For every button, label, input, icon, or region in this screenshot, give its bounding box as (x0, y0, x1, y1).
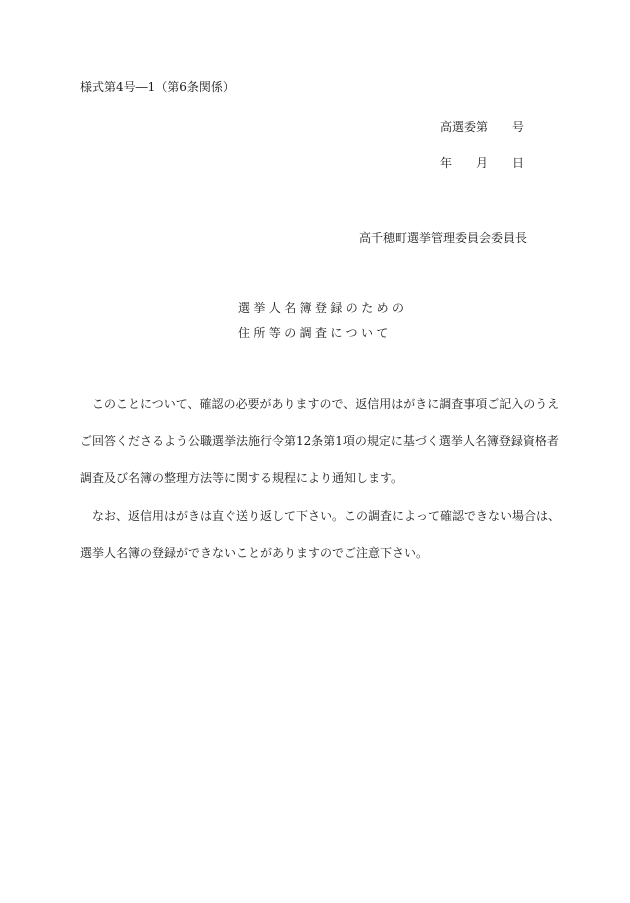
body-line: 調査及び名簿の整理方法等に関する規程により通知します。 (80, 471, 404, 485)
document-date: 年 月 日 (440, 156, 525, 170)
issuer-name: 高千穂町選挙管理委員会委員長 (359, 231, 528, 245)
body-line: 選挙人名簿の登録ができないことがありますのでご注意下さい。 (80, 546, 429, 560)
form-number: 様式第4号―1（第6条関係） (80, 80, 235, 94)
title-line-1: 選挙人名簿登録のための (238, 301, 408, 315)
body-line: このことについて、確認の必要がありますので、返信用はがきに調査事項ご記入のうえ (92, 397, 560, 411)
document-number: 高選委第 号 (440, 120, 525, 134)
body-line: なお、返信用はがきは直ぐ送り返して下さい。この調査によって確認できない場合は、 (92, 509, 561, 523)
title-line-2: 住所等の調査について (238, 326, 392, 340)
body-line: ご回答くださるよう公職選挙法施行令第12条第1項の規定に基づく選挙人名簿登録資格者 (80, 434, 559, 448)
